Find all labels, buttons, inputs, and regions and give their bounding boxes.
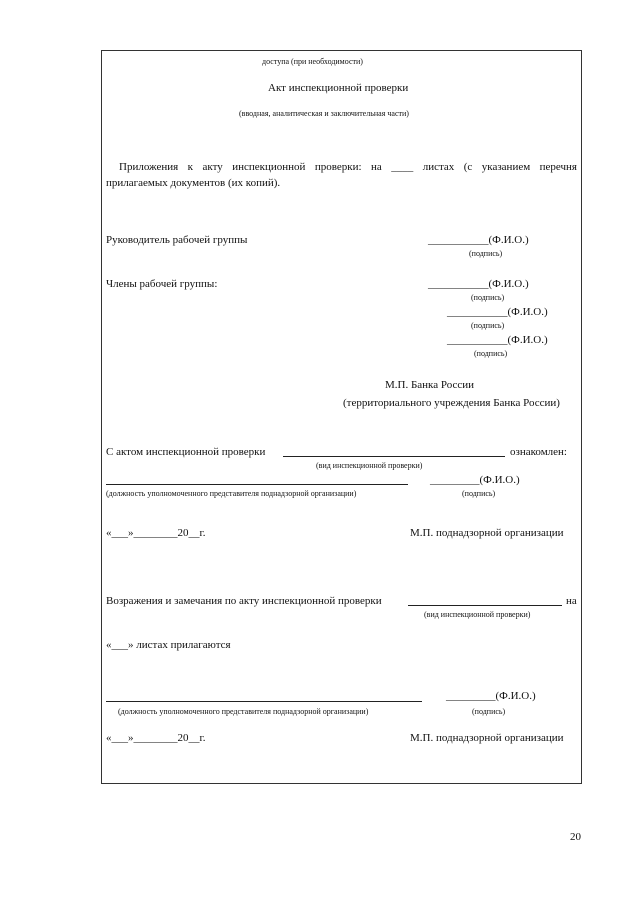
seal-bank-line-2: (территориального учреждения Банка России) [343,397,560,409]
objections-signature-caption: (подпись) [472,707,506,716]
acquainted-prefix: С актом инспекционной проверки [106,446,266,458]
objections-seal: М.П. поднадзорной организации [410,732,564,744]
acquainted-type-caption: (вид инспекционной проверки) [316,461,423,470]
act-title: Акт инспекционной проверки [268,82,409,94]
member-signature-caption-3: (подпись) [474,349,508,358]
acquainted-date: «___»________20__г. [106,527,206,539]
acquainted-position-caption: (должность уполномоченного представителя поднадзорной организации) [106,489,357,498]
member-signature-caption-1: (подпись) [471,293,505,302]
member-fio-1: ___________(Ф.И.О.) [428,278,529,290]
member-fio-3: ___________(Ф.И.О.) [447,334,548,346]
objections-position-line [106,701,422,702]
member-signature-caption-2: (подпись) [471,321,505,330]
header-note: доступа (при необходимости) [262,57,363,66]
attachments-line-2: прилагаемых документов (их копий). [106,177,281,189]
objections-type-caption: (вид инспекционной проверки) [424,610,531,619]
acquainted-signature-caption: (подпись) [462,489,496,498]
members-label: Члены рабочей группы: [106,278,218,290]
objections-prefix: Возражения и замечания по акту инспекционной проверки [106,595,382,607]
member-fio-2: ___________(Ф.И.О.) [447,306,548,318]
objections-type-line [408,605,562,606]
objections-position-caption: (должность уполномоченного представителя поднадзорной организации) [118,707,369,716]
attachments-line-1: Приложения к акту инспекционной проверки: на ____ листах (с указанием перечня [119,161,577,173]
leader-fio: ___________(Ф.И.О.) [428,234,529,246]
page-number: 20 [570,831,581,843]
acquainted-type-line [283,456,505,457]
objections-date: «___»________20__г. [106,732,206,744]
acquainted-seal: М.П. поднадзорной организации [410,527,564,539]
seal-bank-line-1: М.П. Банка России [385,379,475,391]
acquainted-suffix: ознакомлен: [510,446,567,458]
objections-suffix: на [566,595,577,607]
acquainted-position-line [106,484,408,485]
leader-label: Руководитель рабочей группы [106,234,248,246]
objections-sheets: «___» листах прилагаются [106,639,231,651]
leader-signature-caption: (подпись) [469,249,503,258]
acquainted-fio: _________(Ф.И.О.) [430,474,520,486]
objections-fio: _________(Ф.И.О.) [446,690,536,702]
act-subtitle: (вводная, аналитическая и заключительная части) [239,109,409,118]
